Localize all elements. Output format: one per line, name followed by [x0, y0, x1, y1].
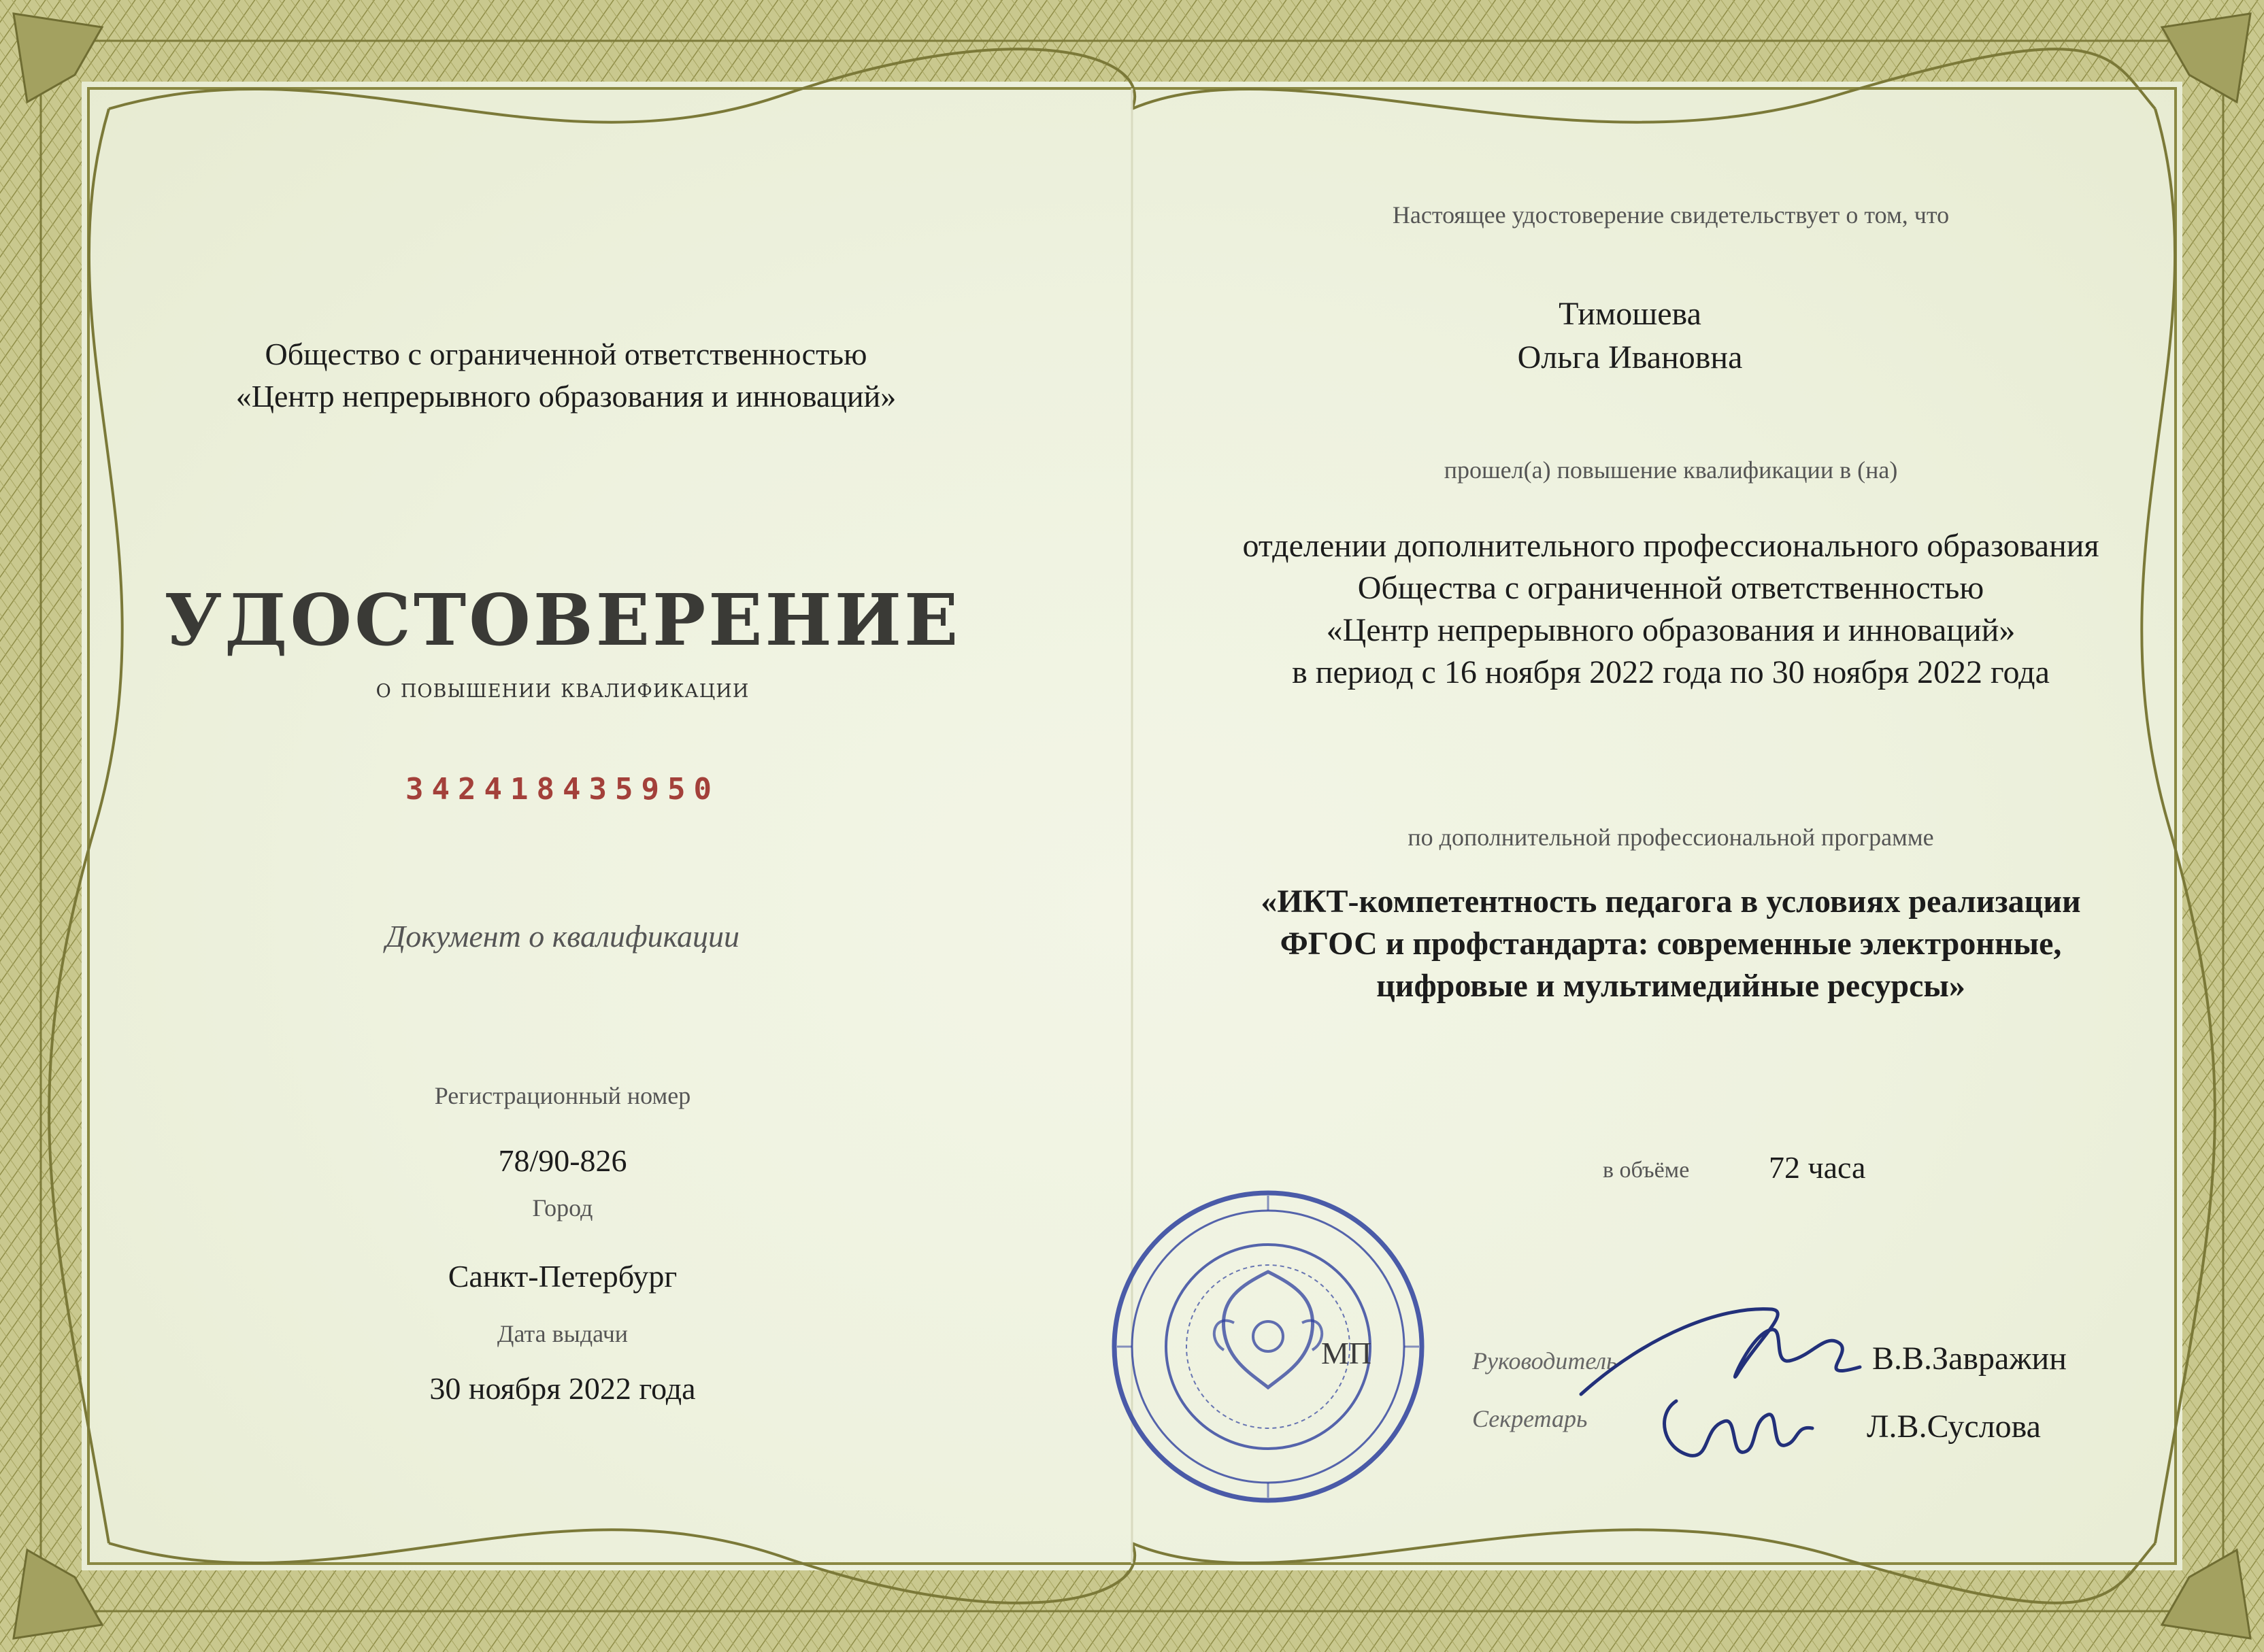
- surname: Тимошева: [1559, 296, 1701, 332]
- registration-label: Регистрационный номер: [434, 1082, 691, 1109]
- right-panel: [1132, 0, 2264, 1652]
- official-seal: [1105, 1183, 1431, 1510]
- department-line-3: «Центр непрерывного образования и инноваций»: [1326, 612, 2016, 648]
- document-type: Документ о квалификации: [385, 919, 740, 954]
- program-line-1: «ИКТ-компетентность педагога в условиях реализации: [1261, 883, 2081, 920]
- given-names: Ольга Ивановна: [1517, 339, 1743, 375]
- city-value: Санкт-Петербург: [448, 1259, 678, 1294]
- department-line-2: Общества с ограниченной ответственностью: [1357, 570, 1984, 606]
- secretary-label: Секретарь: [1472, 1405, 1588, 1432]
- volume-label: в объёме: [1603, 1158, 1690, 1183]
- program-line-2: ФГОС и профстандарта: современные электронные,: [1280, 926, 2062, 962]
- certificate-subtitle: о повышении квалификации: [376, 673, 750, 703]
- certificate-number: 342418435950: [405, 772, 720, 807]
- secretary-signature: [1649, 1374, 1826, 1476]
- head-name: В.В.Завражин: [1872, 1341, 2067, 1377]
- study-period: в период с 16 ноября 2022 года по 30 ноября 2022 года: [1292, 654, 2050, 690]
- seal-mark: МП: [1321, 1336, 1372, 1370]
- issue-date-label: Дата выдачи: [497, 1320, 629, 1347]
- program-label: по дополнительной профессиональной программе: [1408, 824, 1934, 851]
- issue-date-value: 30 ноября 2022 года: [429, 1371, 696, 1406]
- passed-text: прошел(а) повышение квалификации в (на): [1444, 456, 1898, 484]
- organization-line-2: «Центр непрерывного образования и инноваций»: [235, 379, 897, 414]
- volume-value: 72 часа: [1769, 1150, 1866, 1185]
- program-line-3: цифровые и мультимедийные ресурсы»: [1376, 968, 1965, 1004]
- intro-text: Настоящее удостоверение свидетельствует о том, что: [1392, 201, 1950, 229]
- secretary-name: Л.В.Суслова: [1867, 1409, 2041, 1445]
- city-label: Город: [532, 1194, 593, 1221]
- organization-line-1: Общество с ограниченной ответственностью: [265, 337, 867, 371]
- head-label: Руководитель: [1472, 1347, 1618, 1375]
- department-line-1: отделении дополнительного профессионального образования: [1242, 528, 2099, 564]
- registration-number: 78/90-826: [498, 1143, 627, 1178]
- certificate-title: УДОСТОВЕРЕНИЕ: [164, 578, 961, 662]
